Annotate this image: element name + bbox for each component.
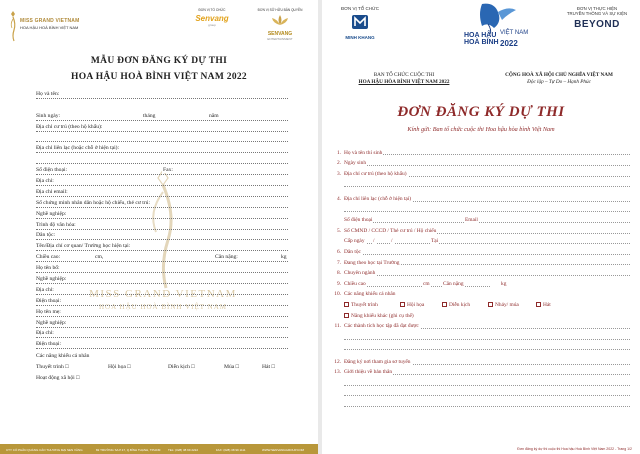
field-dien-thoai-me[interactable] — [36, 338, 288, 349]
item-label: Chiều cao — [344, 280, 366, 287]
footer-web[interactable]: WWW.SENVANGGROUP.COM — [262, 447, 305, 452]
item-label: Địa chỉ cư trú (theo hộ khẩu) — [344, 170, 407, 177]
footer-fax: FAX: (028) 38 99 1111 — [216, 447, 246, 452]
item-4[interactable] — [332, 192, 630, 203]
organizer-heading-line2: HOA HẬU HÒA BÌNH VIỆT NAM 2022 — [358, 79, 450, 85]
label: Họ tên bố: — [36, 265, 60, 272]
item-label: Dân tộc — [344, 248, 361, 255]
label: Họ và tên: — [36, 90, 60, 97]
sponsor2-sub: ENTERTAINMENT — [267, 37, 293, 41]
partner-caption2: TRUYỀN THÔNG VÀ SỰ KIỆN — [566, 11, 628, 17]
item-13-line2[interactable] — [332, 376, 630, 387]
label: Nghề nghiệp: — [36, 210, 67, 217]
dotted-line — [344, 395, 630, 396]
item-label: Các thành tích học tập đã đạt được — [344, 323, 419, 330]
sponsor1-sub: group — [208, 23, 216, 27]
field-dan-toc[interactable] — [36, 230, 288, 241]
label: Địa chỉ cư trú (theo hộ khẩu): — [36, 123, 103, 130]
field-co-quan[interactable] — [36, 240, 288, 251]
checkbox-thuyet-trinh[interactable]: Thuyết trình □ — [36, 364, 69, 371]
item-8[interactable] — [332, 267, 630, 278]
logo-line2: HOA HẬU HOÀ BÌNH VIỆT NAM — [20, 25, 79, 30]
field-dia-chi-cu-tru-line2[interactable] — [36, 132, 288, 143]
item-5-issue[interactable] — [332, 235, 630, 246]
label-fax: Fax: — [163, 167, 173, 174]
item-number: 3. — [336, 170, 341, 177]
dotted-line — [344, 385, 630, 386]
label-so-dien-thoai: Số điện thoại — [344, 217, 373, 224]
slash: / — [391, 238, 393, 245]
field-sinh-ngay[interactable] — [36, 110, 288, 121]
label-cm: cm — [423, 280, 430, 287]
emblem-line1: HOA HẬU — [464, 32, 497, 39]
item-label: Số CMND / CCCD / Thẻ cư trú / Hộ chiếu — [344, 227, 437, 234]
item-label: Ngày sinh — [344, 160, 367, 167]
label: Địa chỉ liên lạc (hoặc chỗ ở hiện tại): — [36, 145, 120, 152]
footer-company: CTY CỔ PHẦN QUẢNG CÁO THƯƠNG MẠI SEN VÀNG — [6, 447, 83, 452]
item-label: Họ và tên thí sinh — [344, 149, 383, 156]
field-dia-chi-cu-tru[interactable] — [36, 121, 288, 132]
left-footer — [0, 444, 318, 454]
field-chieu-cao[interactable] — [36, 251, 288, 262]
field-dia-chi-bo[interactable] — [36, 284, 288, 295]
item-number: 11. — [334, 323, 341, 330]
right-form-page — [322, 0, 640, 454]
checkbox-hoi-hoa[interactable]: Hội họa □ — [108, 364, 131, 371]
field-nghe-nghiep-bo[interactable] — [36, 273, 288, 284]
item-number: 7. — [336, 259, 341, 266]
watermark-line1: MISS GRAND VIETNAM — [89, 288, 237, 300]
sponsor1-name: Senvang — [195, 14, 229, 23]
organizer-name: MINH KHANG — [345, 35, 375, 40]
sponsor2-name: SENVANG — [267, 31, 293, 37]
emblem-viet-nam: VIỆT NAM — [500, 30, 529, 36]
label: Địa chỉ email: — [36, 188, 68, 195]
partner-beyond — [562, 6, 632, 30]
item-number: 1. — [336, 149, 341, 156]
item-7[interactable] — [332, 256, 630, 267]
label-cap-ngay: Cấp ngày — [344, 238, 365, 245]
minh-khang-logo-icon — [351, 14, 369, 30]
greeting: Kính gửi: Ban tổ chức cuộc thi Hoa hậu hòa bình Việt Nam — [407, 126, 555, 133]
field-cmnd[interactable] — [36, 197, 288, 208]
checkbox-mua[interactable]: Múa □ — [224, 364, 240, 371]
dotted-line — [344, 154, 630, 155]
emblem-line1b: HOÀ BÌNH — [464, 39, 499, 46]
item-5[interactable] — [332, 224, 630, 235]
label: Chiều cao: — [36, 254, 61, 261]
label-hat: Hát — [543, 301, 551, 308]
item-label: Đang theo học tại Trường — [344, 259, 400, 266]
talent-other — [332, 309, 630, 320]
checkbox-hat[interactable]: Hát □ — [262, 364, 275, 371]
item-number: 6. — [336, 248, 341, 255]
field-email[interactable] — [36, 186, 288, 197]
label-tai: Tại — [431, 238, 439, 245]
talent-checkboxes — [332, 298, 630, 309]
field-ho-va-ten[interactable] — [36, 88, 288, 99]
sponsor1-caption: ĐƠN VỊ TỔ CHỨC — [198, 8, 226, 12]
dotted-line — [344, 243, 630, 244]
checkbox-hoi-hoa[interactable] — [400, 302, 405, 307]
left-subtitle: HOA HẬU HOÀ BÌNH VIỆT NAM 2022 — [71, 72, 247, 82]
item-label: Đăng ký nơi tham gia sơ tuyển — [344, 358, 411, 365]
contest-emblem — [442, 0, 542, 60]
item-11[interactable] — [332, 320, 630, 331]
left-header — [0, 6, 318, 48]
dotted-line — [344, 406, 630, 407]
checkbox-nang-khieu-khac[interactable] — [344, 313, 349, 318]
left-title: MẪU ĐƠN ĐĂNG KÝ DỰ THI — [90, 56, 228, 66]
item-4-line2[interactable] — [332, 203, 630, 214]
item-1[interactable] — [332, 146, 630, 157]
item-9[interactable] — [332, 277, 630, 288]
label: Sinh ngày: — [36, 112, 61, 119]
label-dien-kich: Diễn kịch — [449, 301, 471, 308]
checkbox-dien-kich[interactable] — [442, 302, 447, 307]
dotted-line — [344, 165, 630, 166]
label-thang: tháng — [143, 112, 156, 119]
dotted-line — [344, 211, 630, 212]
right-form — [332, 146, 630, 408]
talent-options — [36, 360, 288, 371]
item-12[interactable] — [332, 355, 630, 366]
footer-tel: TEL: (028) 38 99 2222 — [168, 447, 199, 452]
field-dia-chi[interactable] — [36, 175, 288, 186]
item-11-line3[interactable] — [332, 341, 630, 352]
organizer-minh-khang — [330, 6, 390, 40]
dotted-line — [344, 222, 630, 223]
dotted-line — [344, 254, 630, 255]
item-number: 9. — [336, 280, 341, 287]
label-kg: kg — [281, 254, 287, 261]
right-footer: Đơn đăng ký dự thi cuộc thi Hoa hậu Hoà Bình Việt Nam 2022 - Trang 1/2 — [517, 447, 632, 451]
item-label: Chuyên ngành — [344, 270, 376, 277]
partner-caption1: ĐƠN VỊ THỰC HIỆN — [576, 6, 618, 11]
dotted-line — [344, 186, 630, 187]
label: Các năng khiếu cá nhân — [36, 353, 90, 360]
label-can-nang: Cân nặng — [443, 280, 464, 287]
field-nghe-nghiep-me[interactable] — [36, 317, 288, 328]
field-nghe-nghiep[interactable] — [36, 208, 288, 219]
label: Nghề nghiệp: — [36, 276, 67, 283]
dotted-line — [344, 339, 630, 340]
item-label: Địa chỉ liên lạc (chỗ ở hiện tại) — [344, 195, 412, 202]
field-trinh-do[interactable] — [36, 219, 288, 230]
dotted-line — [344, 275, 630, 276]
emblem-year: 2022 — [500, 39, 518, 48]
item-3-line2[interactable] — [332, 178, 630, 189]
emblem-hoa-hau — [464, 32, 499, 46]
lotus-logo-icon — [271, 14, 289, 26]
sponsor2-caption: ĐƠN VỊ SỞ HỮU BẢN QUYỀN — [257, 8, 303, 12]
field-dia-chi-lien-lac[interactable] — [36, 142, 288, 153]
checkbox-thuyet-trinh[interactable] — [344, 302, 349, 307]
left-form-page — [0, 0, 318, 454]
watermark-line2: HOA HẬU HOÀ BÌNH VIỆT NAM — [99, 303, 227, 311]
item-13-line3[interactable] — [332, 387, 630, 398]
field-dia-chi-me[interactable] — [36, 328, 288, 339]
partner-name: BEYOND — [574, 19, 620, 31]
label-nam: năm — [209, 112, 219, 119]
item-6[interactable] — [332, 245, 630, 256]
label: Điện thoại: — [36, 297, 62, 304]
label: Địa chỉ: — [36, 330, 54, 337]
item-label: Giới thiệu về bản thân — [344, 369, 393, 376]
sponsor-senvang-entertainment — [250, 8, 310, 41]
field-dia-chi-lien-lac-line2[interactable] — [36, 153, 288, 164]
label: Họ tên mẹ: — [36, 308, 61, 315]
label: Số chứng minh nhân dân hoặc hộ chiếu, thẻ cư trú: — [36, 199, 151, 206]
label: Trình độ văn hóa: — [36, 221, 76, 228]
item-number: 10. — [334, 291, 341, 298]
item-label: Các năng khiếu cá nhân — [344, 291, 396, 298]
item-number: 8. — [336, 270, 341, 277]
footer-address: 82 TRƯỜNG SA P.17, Q.BÌNH THẠNH, TPHCM — [96, 447, 161, 452]
label: Điện thoại: — [36, 341, 62, 348]
national-heading — [484, 72, 634, 86]
label-nhay-mua: Nhảy/ múa — [495, 301, 519, 308]
organizer-heading — [334, 72, 474, 86]
label-email: Email — [465, 217, 478, 224]
organizer-heading-line1: BAN TỔ CHỨC CUỘC THI — [373, 72, 435, 78]
miss-grand-vietnam-logo — [8, 10, 90, 44]
item-number: 5. — [336, 227, 341, 234]
label-nang-khieu-khac: Năng khiếu khác (ghi cụ thể) — [351, 312, 414, 319]
checkbox-hoat-dong-xa-hoi[interactable]: Hoạt động xã hội □ — [36, 375, 80, 382]
field-dien-thoai-bo[interactable] — [36, 295, 288, 306]
item-2[interactable] — [332, 157, 630, 168]
label-thuyet-trinh: Thuyết trình — [351, 301, 378, 308]
item-13-line4[interactable] — [332, 398, 630, 409]
right-title: ĐƠN ĐĂNG KÝ DỰ THI — [397, 104, 565, 120]
field-ho-ten-bo[interactable] — [36, 262, 288, 273]
field-so-dien-thoai[interactable] — [36, 164, 288, 175]
item-number: 12. — [334, 358, 341, 365]
checkbox-nhay-mua[interactable] — [488, 302, 493, 307]
label: Địa chỉ: — [36, 286, 54, 293]
item-10 — [332, 288, 630, 299]
slash: / — [373, 238, 375, 245]
label-kg: kg — [501, 280, 507, 287]
label: Tên/Địa chỉ cơ quan/ Trường học hiện tại: — [36, 243, 131, 250]
item-number: 13. — [334, 369, 341, 376]
label-hoi-hoa: Hội họa — [407, 301, 425, 308]
label: Địa chỉ: — [36, 178, 54, 185]
item-3[interactable] — [332, 167, 630, 178]
label-can-nang: Cân nặng: — [215, 254, 238, 261]
label: Nghề nghiệp: — [36, 319, 67, 326]
national-heading-line1: CỘNG HOÀ XÃ HỘI CHỦ NGHĨA VIỆT NAM — [505, 72, 613, 78]
item-phone-email[interactable] — [332, 214, 630, 225]
item-11-line2[interactable] — [332, 330, 630, 341]
national-heading-line2: Độc lập – Tự Do – Hạnh Phúc — [527, 79, 591, 85]
field-nang-khieu — [36, 349, 288, 360]
left-form — [36, 88, 288, 382]
label: Số điện thoại: — [36, 167, 68, 174]
item-number: 4. — [336, 195, 341, 202]
organizer-caption: ĐƠN VỊ TỔ CHỨC — [340, 6, 380, 11]
logo-line1: MISS GRAND VIETNAM — [20, 18, 80, 24]
label: Dân tộc: — [36, 232, 56, 239]
dotted-line — [344, 349, 630, 350]
sponsor-senvang-group — [186, 8, 238, 27]
checkbox-dien-kich[interactable]: Diễn kịch □ — [168, 364, 195, 371]
checkbox-hat[interactable] — [536, 302, 541, 307]
field-blank[interactable] — [36, 99, 288, 110]
social-options — [36, 371, 288, 382]
field-ho-ten-me[interactable] — [36, 306, 288, 317]
item-number: 2. — [336, 160, 341, 167]
label-cm: cm, — [95, 254, 104, 261]
item-13[interactable] — [332, 366, 630, 377]
crown-figure-icon — [8, 10, 18, 42]
